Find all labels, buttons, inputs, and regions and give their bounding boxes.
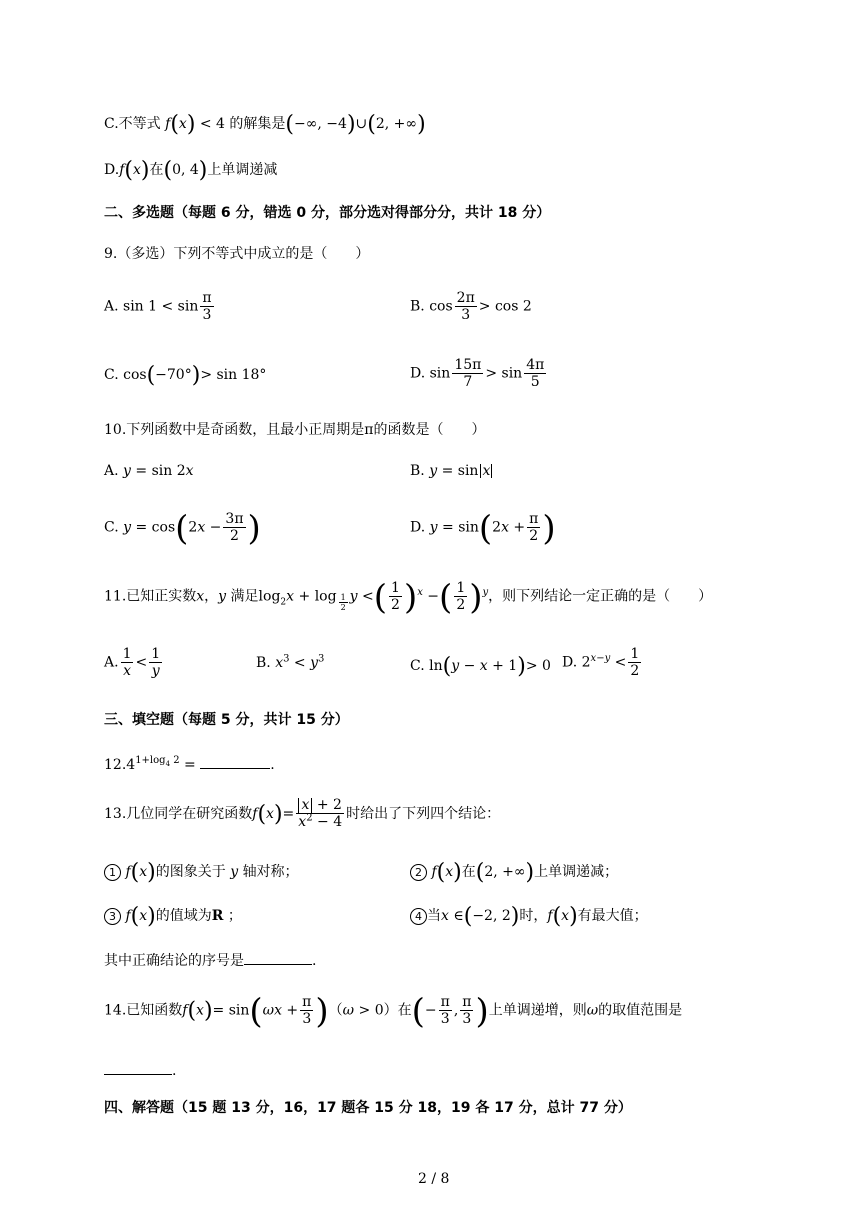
q10-option-a: A. y = sin 2x	[104, 463, 194, 479]
q13-conclusion-3: 3 f(x)的值域为R ；	[104, 906, 242, 928]
q14-answer-blank: .	[104, 1062, 176, 1078]
option-c-line: C.不等式 f(x) < 4 的解集是(−∞, −4)∪(2, +∞)	[104, 112, 426, 137]
q10-option-d: D. y = sin(2x + $\frac{\pi}{2}$ )	[410, 508, 556, 549]
q9-option-a: A. sin 1 < sin $\frac{\pi}{3}$	[104, 290, 212, 324]
q13-answer-line: 其中正确结论的序号是 .	[104, 953, 317, 969]
question-12: $12.4^{1+log_4 2}$ = .	[104, 755, 275, 773]
q11-option-c: C. ln(y − x + 1)> 0	[410, 654, 551, 679]
page-number: 2 / 8	[418, 1171, 450, 1187]
q13-conclusion-1: 1 f(x)的图象关于 y 轴对称；	[104, 862, 299, 884]
question-14: 14.已知函数f(x)= sin(ωx + $\frac{\pi}{3}$ )（ω > 0）在(− $\frac{\pi}{3}$ , $\frac{\pi}{3}$ )上单调递增，则ω的取值范围是	[104, 991, 683, 1032]
question-11: 11.已知正实数x，y 满足$\log_2x + \log$ $_{\frac{1}{2}}$ y <( $\frac{1}{2}$ )$^x$ −( $\frac{1}{2}$ )$^y$，则下列结论一定正确的是（ ）	[104, 577, 713, 618]
q9-option-d: D. sin $\frac{15\pi}{7}$ > sin $\frac{4\pi}{5}$	[410, 357, 545, 391]
q9-option-c: C. cos(−70°)> sin 18°	[104, 363, 267, 388]
q10-option-c: C. y = cos(2x − $\frac{3\pi}{2}$ )	[104, 508, 261, 549]
q9-option-b: B. cos $\frac{2\pi}{3}$ > cos 2	[410, 290, 532, 324]
question-10: 10.下列函数中是奇函数，且最小正周期是π的函数是（ ）	[104, 422, 486, 438]
q11-option-a: A. $\frac{1}{x}$ < $\frac{1}{y}$	[104, 646, 161, 680]
q11-option-b: B. $x^3 < y^3$	[256, 653, 325, 671]
option-d-line: D.f(x)在(0, 4)上单调递减	[104, 158, 278, 183]
section-3-heading: 三、填空题（每题 5 分，共计 15 分）	[104, 712, 349, 728]
q11-option-d: D. $2^{x-y}$ < $\frac{1}{2}$	[562, 646, 640, 680]
question-13: 13.几位同学在研究函数f(x)= $\frac{x + 2}{x^2 - 4}$ 时给出了下列四个结论：	[104, 797, 501, 831]
section-2-heading: 二、多选题（每题 6 分，错选 0 分，部分选对得部分分，共计 18 分）	[104, 205, 551, 221]
q13-conclusion-4: 4 当x ∈(−2, 2)时，f(x)有最大值；	[410, 906, 648, 928]
q13-conclusion-2: 2 f(x)在(2, +∞)上单调递减；	[410, 862, 618, 884]
q10-option-b: B. y = sin x	[410, 463, 491, 479]
question-9: 9.（多选）下列不等式中成立的是（ ）	[104, 246, 370, 262]
section-4-heading: 四、解答题（15 题 13 分，16，17 题各 15 分 18，19 各 17 分，总计 77 分）	[104, 1100, 632, 1116]
